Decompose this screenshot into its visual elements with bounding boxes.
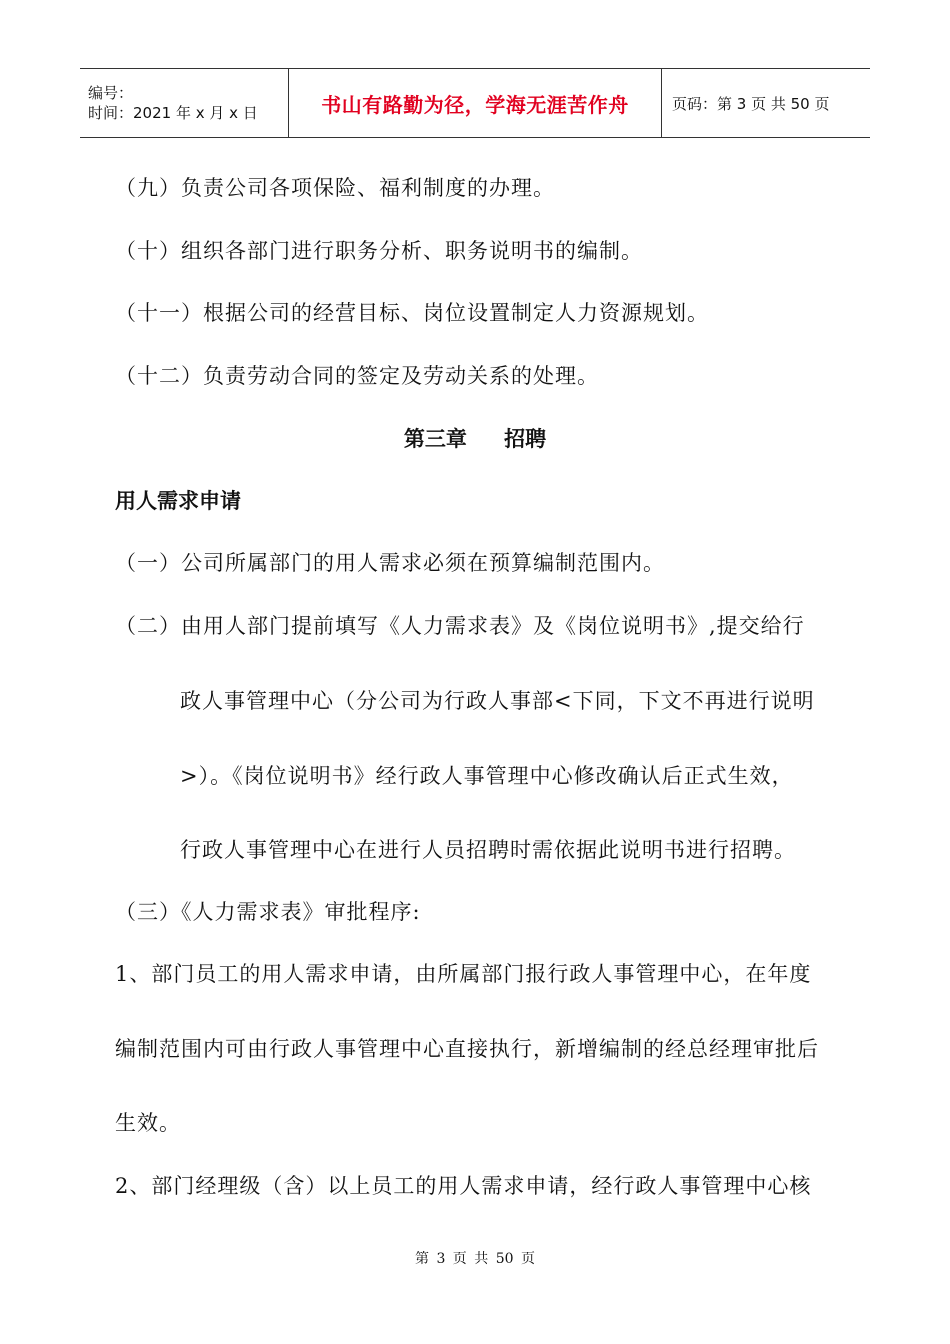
document-time-label: 时间：2021 年 x 月 x 日 [88, 104, 258, 122]
duty-item: （十）组织各部门进行职务分析、职务说明书的编制。 [115, 239, 643, 263]
body-paragraph: 生效。 [115, 1111, 181, 1135]
header-motto: 书山有路勤为径，学海无涯苦作舟 [321, 92, 629, 117]
document-number-label: 编号： [88, 84, 134, 102]
body-paragraph: >）。《岗位说明书》经行政人事管理中心修改确认后正式生效， [180, 764, 794, 788]
chapter-title: 第三章 招聘 [403, 427, 547, 451]
section-title: 用人需求申请 [115, 489, 241, 513]
body-paragraph: 行政人事管理中心在进行人员招聘时需依据此说明书进行招聘。 [180, 838, 796, 862]
body-paragraph: （三）《人力需求表》审批程序: [115, 900, 421, 924]
page-footer: 第 3 页 共 50 页 [415, 1251, 535, 1267]
header-meta [80, 69, 289, 137]
body-paragraph: 2、部门经理级（含）以上员工的用人需求申请，经行政人事管理中心核 [115, 1174, 812, 1198]
body-paragraph: 编制范围内可由行政人事管理中心直接执行，新增编制的经总经理审批后 [115, 1037, 819, 1061]
header-page-cell [662, 69, 870, 137]
duty-item: （十二）负责劳动合同的签定及劳动关系的处理。 [115, 364, 599, 388]
page-header [80, 68, 870, 138]
duty-item: （九）负责公司各项保险、福利制度的办理。 [115, 176, 555, 200]
body-paragraph: 1、部门员工的用人需求申请，由所属部门报行政人事管理中心，在年度 [115, 962, 812, 986]
body-paragraph: （二）由用人部门提前填写《人力需求表》及《岗位说明书》,提交给行 [115, 614, 805, 638]
header-page-number: 页码：第 3 页 共 50 页 [672, 94, 830, 113]
body-paragraph: （一）公司所属部门的用人需求必须在预算编制范围内。 [115, 551, 665, 575]
header-motto-cell [289, 69, 662, 137]
duty-item: （十一）根据公司的经营目标、岗位设置制定人力资源规划。 [115, 301, 709, 325]
body-paragraph: 政人事管理中心（分公司为行政人事部<下同，下文不再进行说明 [180, 689, 815, 713]
